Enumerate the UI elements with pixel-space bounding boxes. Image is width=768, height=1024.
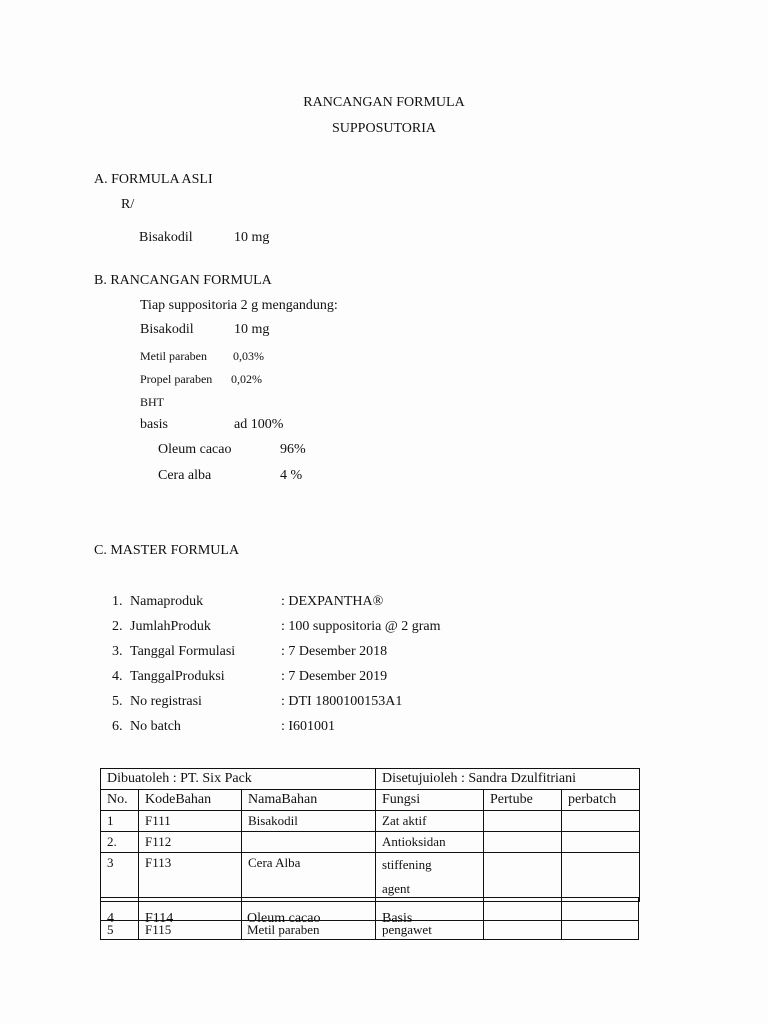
row-perbatch <box>562 853 640 902</box>
row-fungsi: Zat aktif <box>376 811 484 832</box>
made-by-cell: Dibuatoleh : PT. Six Pack <box>101 769 376 790</box>
section-a-item-amount: 10 mg <box>234 230 270 245</box>
row-nama: Metil paraben <box>247 922 320 937</box>
row-no: 4 <box>107 911 114 926</box>
basis-subitem-amount: 96% <box>280 442 306 457</box>
master-list-value: : DEXPANTHA® <box>281 594 384 609</box>
row-no: 2. <box>101 832 139 853</box>
master-list-num: 4. <box>112 669 123 684</box>
formula-item-amount: 0,03% <box>233 349 264 363</box>
table-header: No. <box>101 790 139 811</box>
master-list-label: No batch <box>130 719 181 734</box>
master-list-value: : DTI 1800100153A1 <box>281 694 403 709</box>
table-row-divider <box>100 897 639 898</box>
doc-title: RANCANGAN FORMULA <box>303 95 465 110</box>
row-perbatch <box>562 832 640 853</box>
row-kode: F114 <box>145 911 174 926</box>
master-list-label: TanggalProduksi <box>130 669 225 684</box>
section-b-intro: Tiap suppositoria 2 g mengandung: <box>140 298 338 313</box>
formula-item-name: basis <box>140 417 168 432</box>
table-signature-row <box>101 769 640 790</box>
row-nama: Cera Alba <box>242 853 376 902</box>
master-formula-table <box>100 768 640 902</box>
row-kode: F111 <box>139 811 242 832</box>
formula-item-amount: ad 100% <box>234 417 284 432</box>
row-fungsi: Basis <box>382 911 413 926</box>
row-no: 3 <box>101 853 139 902</box>
doc-subtitle: SUPPOSUTORIA <box>332 121 436 136</box>
formula-item-name: BHT <box>140 395 164 409</box>
master-list-num: 3. <box>112 644 123 659</box>
section-a-heading: A. FORMULA ASLI <box>94 172 213 187</box>
basis-subitem-amount: 4 % <box>280 468 303 483</box>
section-b-heading: B. RANCANGAN FORMULA <box>94 273 272 288</box>
master-list-value: : 100 suppositoria @ 2 gram <box>281 619 441 634</box>
row-perbatch <box>562 811 640 832</box>
master-list-label: Namaproduk <box>130 594 204 609</box>
master-list-label: No registrasi <box>130 694 202 709</box>
row-fungsi: Antioksidan <box>376 832 484 853</box>
master-list-label: JumlahProduk <box>130 619 211 634</box>
basis-subitem-name: Cera alba <box>158 468 212 483</box>
table-header: NamaBahan <box>242 790 376 811</box>
formula-item-name: Bisakodil <box>140 322 194 337</box>
row-nama: Oleum cacao <box>247 911 321 926</box>
row-pertube <box>484 853 562 902</box>
section-c-heading: C. MASTER FORMULA <box>94 543 240 558</box>
formula-item-name: Metil paraben <box>140 349 207 363</box>
row-pertube <box>484 832 562 853</box>
row-nama <box>242 832 376 853</box>
row-kode: F113 <box>139 853 242 902</box>
table-header: KodeBahan <box>139 790 242 811</box>
basis-subitem-name: Oleum cacao <box>158 442 232 457</box>
master-list-label: Tanggal Formulasi <box>130 644 236 659</box>
formula-item-amount: 0,02% <box>231 372 262 386</box>
row-nama: Bisakodil <box>242 811 376 832</box>
table-row <box>101 853 640 902</box>
row-kode: F112 <box>139 832 242 853</box>
row-no: 1 <box>101 811 139 832</box>
master-list-value: : 7 Desember 2018 <box>281 644 388 659</box>
master-list-num: 2. <box>112 619 123 634</box>
row-fungsi <box>376 853 484 902</box>
row-fungsi-line1: stiffening <box>382 857 432 872</box>
row-no: 5 <box>107 922 114 937</box>
section-a-item-name: Bisakodil <box>139 230 193 245</box>
master-list-num: 5. <box>112 694 123 709</box>
row-kode: F115 <box>145 922 172 937</box>
master-list-value: : I601001 <box>281 719 336 734</box>
recipe-mark: R/ <box>121 197 135 212</box>
row-pertube <box>484 811 562 832</box>
row-fungsi: pengawet <box>382 922 432 937</box>
table-header: Pertube <box>484 790 562 811</box>
table-row <box>101 811 640 832</box>
table-header: Fungsi <box>376 790 484 811</box>
row-fungsi-line2: agent <box>382 881 411 896</box>
table-row-overlap-5 <box>100 921 639 941</box>
master-list-value: : 7 Desember 2019 <box>281 669 388 684</box>
table-row <box>101 832 640 853</box>
master-list-num: 1. <box>112 594 123 609</box>
formula-item-name: Propel paraben <box>140 372 213 386</box>
master-list-num: 6. <box>112 719 123 734</box>
table-header: perbatch <box>562 790 640 811</box>
formula-item-amount: 10 mg <box>234 322 270 337</box>
approved-by-cell: Disetujuioleh : Sandra Dzulfitriani <box>376 769 640 790</box>
table-header-row <box>101 790 640 811</box>
